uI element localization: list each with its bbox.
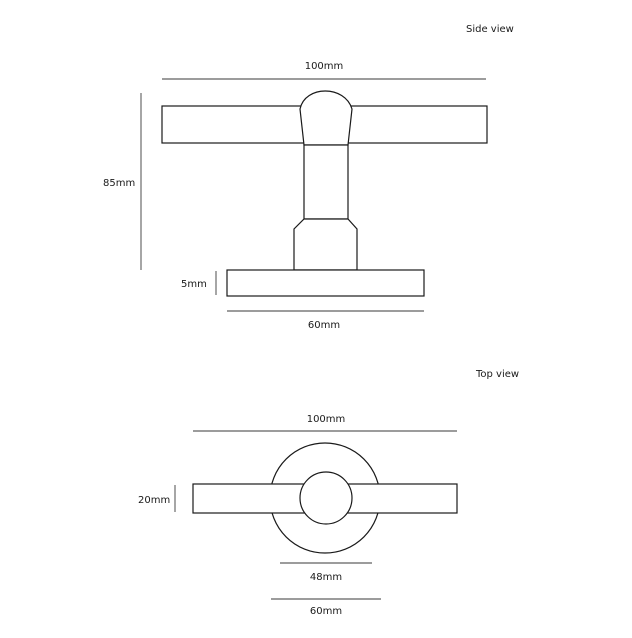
side-base-width-label: 60mm	[307, 320, 341, 331]
top-width-label: 100mm	[306, 414, 346, 425]
side-width-label: 100mm	[304, 61, 344, 72]
side-base-plate	[227, 270, 424, 296]
top-inner-diameter-label: 48mm	[309, 572, 343, 583]
side-stem	[304, 145, 348, 219]
side-base-thickness-label: 5mm	[181, 279, 207, 290]
side-lower-collar	[294, 219, 357, 270]
side-height-label: 85mm	[103, 178, 136, 189]
side-view-title: Side view	[466, 24, 514, 35]
top-depth-label: 20mm	[138, 495, 171, 506]
top-view-title: Top view	[476, 369, 520, 380]
top-hub-circle	[300, 472, 352, 524]
top-rose-diameter-label: 60mm	[309, 606, 343, 617]
side-view	[103, 24, 514, 331]
side-hub-dome	[300, 91, 352, 145]
top-view	[138, 369, 519, 617]
